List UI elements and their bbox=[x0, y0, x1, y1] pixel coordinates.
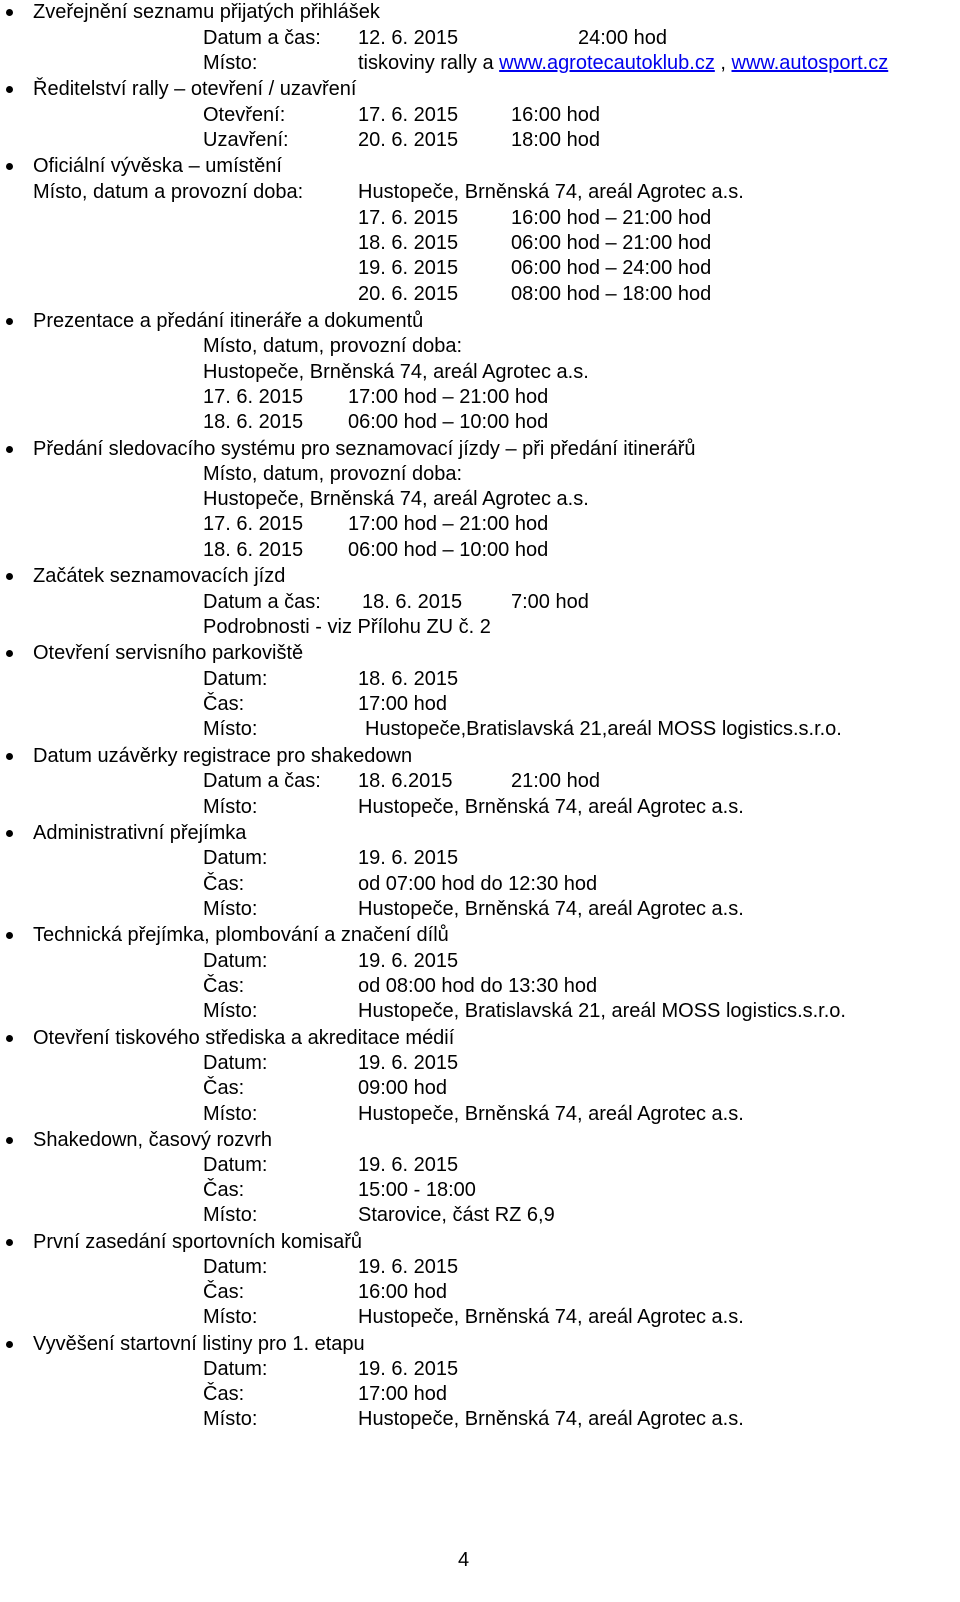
section-title: Technická přejímka, plombování a značení dílů bbox=[33, 924, 449, 946]
field-date: 17. 6. 2015 bbox=[358, 104, 459, 126]
field-time: 06:00 hod – 21:00 hod bbox=[511, 232, 712, 254]
bullet-icon bbox=[6, 830, 13, 837]
field-value: 09:00 hod bbox=[358, 1077, 447, 1099]
field-label: Místo: bbox=[203, 1103, 258, 1125]
section-title: Vyvěšení startovní listiny pro 1. etapu bbox=[33, 1333, 365, 1355]
bullet-icon bbox=[6, 1137, 13, 1144]
bullet-icon bbox=[6, 446, 13, 453]
section-title: Otevření tiskového střediska a akreditace médií bbox=[33, 1027, 455, 1049]
field-date: 18. 6. 2015 bbox=[203, 411, 304, 433]
section-title: Oficiální vývěska – umístění bbox=[33, 155, 282, 177]
field-value: 18. 6. 2015 bbox=[358, 668, 459, 690]
section-title: Předání sledovacího systému pro seznamovací jízdy – při předání itinerářů bbox=[33, 438, 696, 460]
field-value: 19. 6. 2015 bbox=[358, 847, 459, 869]
field-value: 19. 6. 2015 bbox=[358, 1358, 459, 1380]
field-date: 17. 6. 2015 bbox=[358, 207, 459, 229]
field-value: 16:00 hod bbox=[358, 1281, 447, 1303]
venue-text: tiskoviny rally a bbox=[358, 52, 500, 74]
bullet-icon bbox=[6, 1035, 13, 1042]
field-label: Datum: bbox=[203, 847, 268, 869]
field-label: Čas: bbox=[203, 873, 245, 895]
field-label: Místo: bbox=[203, 718, 258, 740]
field-label: Čas: bbox=[203, 693, 245, 715]
section-title: Zveřejnění seznamu přijatých přihlášek bbox=[33, 1, 380, 23]
field-label: Datum: bbox=[203, 1154, 268, 1176]
field-date: 20. 6. 2015 bbox=[358, 283, 459, 305]
field-label: Otevření: bbox=[203, 104, 286, 126]
field-time: 16:00 hod bbox=[511, 104, 600, 126]
section-title: První zasedání sportovních komisařů bbox=[33, 1231, 363, 1253]
field-label: Místo: bbox=[203, 1000, 258, 1022]
field-value: Hustopeče, Bratislavská 21, areál MOSS logistics.s.r.o. bbox=[358, 1000, 846, 1022]
field-label: Čas: bbox=[203, 1281, 245, 1303]
field-label: Datum: bbox=[203, 1256, 268, 1278]
section-title: Datum uzávěrky registrace pro shakedown bbox=[33, 745, 413, 767]
field-label: Místo, datum, provozní doba: bbox=[203, 335, 463, 357]
field-time: 17:00 hod – 21:00 hod bbox=[348, 513, 549, 535]
field-value: 19. 6. 2015 bbox=[358, 950, 459, 972]
field-place: Hustopeče, Brněnská 74, areál Agrotec a.s. bbox=[203, 488, 589, 510]
field-value: 19. 6. 2015 bbox=[358, 1052, 459, 1074]
field-value: Hustopeče,Bratislavská 21,areál MOSS logistics.s.r.o. bbox=[365, 718, 842, 740]
bullet-icon bbox=[6, 932, 13, 939]
autosport-link[interactable]: www.autosport.cz bbox=[731, 52, 889, 74]
field-label: Místo: bbox=[203, 1306, 258, 1328]
field-label: Uzavření: bbox=[203, 129, 289, 151]
bullet-icon bbox=[6, 9, 13, 16]
bullet-icon bbox=[6, 163, 13, 170]
field-value: Hustopeče, Brněnská 74, areál Agrotec a.s. bbox=[358, 796, 744, 818]
field-label: Čas: bbox=[203, 1179, 245, 1201]
field-label: Místo: bbox=[203, 796, 258, 818]
field-date: 18. 6.2015 bbox=[358, 770, 453, 792]
field-value: 15:00 - 18:00 bbox=[358, 1179, 476, 1201]
field-time: 16:00 hod – 21:00 hod bbox=[511, 207, 712, 229]
field-value: od 07:00 hod do 12:30 hod bbox=[358, 873, 598, 895]
field-time: 17:00 hod – 21:00 hod bbox=[348, 386, 549, 408]
section-title: Začátek seznamovacích jízd bbox=[33, 565, 286, 587]
bullet-icon bbox=[6, 573, 13, 580]
field-time: 06:00 hod – 24:00 hod bbox=[511, 257, 712, 279]
bullet-icon bbox=[6, 86, 13, 93]
field-value: od 08:00 hod do 13:30 hod bbox=[358, 975, 598, 997]
field-time: 08:00 hod – 18:00 hod bbox=[511, 283, 712, 305]
bullet-icon bbox=[6, 1341, 13, 1348]
field-place: Hustopeče, Brněnská 74, areál Agrotec a.s. bbox=[358, 181, 744, 203]
field-date: 20. 6. 2015 bbox=[358, 129, 459, 151]
page-number: 4 bbox=[458, 1549, 470, 1571]
field-date: 19. 6. 2015 bbox=[358, 257, 459, 279]
field-time: 7:00 hod bbox=[511, 591, 589, 613]
bullet-icon bbox=[6, 753, 13, 760]
bullet-icon bbox=[6, 650, 13, 657]
field-label: Datum: bbox=[203, 668, 268, 690]
field-label: Datum a čas: bbox=[203, 591, 321, 613]
field-label: Datum: bbox=[203, 1052, 268, 1074]
bullet-icon bbox=[6, 1239, 13, 1246]
field-label: Datum: bbox=[203, 950, 268, 972]
details-note: Podrobnosti - viz Přílohu ZU č. 2 bbox=[203, 616, 491, 638]
field-value: Hustopeče, Brněnská 74, areál Agrotec a.s. bbox=[358, 1306, 744, 1328]
field-label: Datum: bbox=[203, 1358, 268, 1380]
field-label: Místo, datum, provozní doba: bbox=[203, 463, 463, 485]
field-value: 19. 6. 2015 bbox=[358, 1154, 459, 1176]
section-title: Prezentace a předání itineráře a dokumentů bbox=[33, 310, 424, 332]
field-time: 24:00 hod bbox=[578, 27, 667, 49]
field-time: 06:00 hod – 10:00 hod bbox=[348, 411, 549, 433]
field-label: Místo: bbox=[203, 1408, 258, 1430]
link-separator: , bbox=[714, 52, 732, 74]
field-label: Datum a čas: bbox=[203, 770, 321, 792]
section-title: Administrativní přejímka bbox=[33, 822, 247, 844]
field-value: 17:00 hod bbox=[358, 1383, 447, 1405]
field-date: 12. 6. 2015 bbox=[358, 27, 459, 49]
field-value: Hustopeče, Brněnská 74, areál Agrotec a.s. bbox=[358, 898, 744, 920]
field-label: Čas: bbox=[203, 975, 245, 997]
field-label: Místo, datum a provozní doba: bbox=[33, 181, 304, 203]
field-label: Datum a čas: bbox=[203, 27, 321, 49]
section-title: Ředitelství rally – otevření / uzavření bbox=[33, 78, 357, 100]
field-value: 19. 6. 2015 bbox=[358, 1256, 459, 1278]
field-label: Místo: bbox=[203, 1204, 258, 1226]
field-label: Čas: bbox=[203, 1077, 245, 1099]
field-date: 18. 6. 2015 bbox=[203, 539, 304, 561]
field-label: Místo: bbox=[203, 52, 258, 74]
field-date: 18. 6. 2015 bbox=[358, 232, 459, 254]
field-value: Hustopeče, Brněnská 74, areál Agrotec a.s. bbox=[358, 1408, 744, 1430]
agrotec-link[interactable]: www.agrotecautoklub.cz bbox=[499, 52, 715, 74]
section-title: Shakedown, časový rozvrh bbox=[33, 1129, 273, 1151]
field-value: Hustopeče, Brněnská 74, areál Agrotec a.s. bbox=[358, 1103, 744, 1125]
field-date: 17. 6. 2015 bbox=[203, 513, 304, 535]
field-date: 17. 6. 2015 bbox=[203, 386, 304, 408]
field-label: Čas: bbox=[203, 1383, 245, 1405]
field-time: 18:00 hod bbox=[511, 129, 600, 151]
bullet-icon bbox=[6, 318, 13, 325]
field-label: Místo: bbox=[203, 898, 258, 920]
field-value: Starovice, část RZ 6,9 bbox=[358, 1204, 555, 1226]
field-time: 21:00 hod bbox=[511, 770, 600, 792]
section-title: Otevření servisního parkoviště bbox=[33, 642, 304, 664]
field-date: 18. 6. 2015 bbox=[362, 591, 463, 613]
field-place: Hustopeče, Brněnská 74, areál Agrotec a.s. bbox=[203, 361, 589, 383]
venue-line bbox=[358, 51, 888, 75]
field-value: 17:00 hod bbox=[358, 693, 447, 715]
field-time: 06:00 hod – 10:00 hod bbox=[348, 539, 549, 561]
